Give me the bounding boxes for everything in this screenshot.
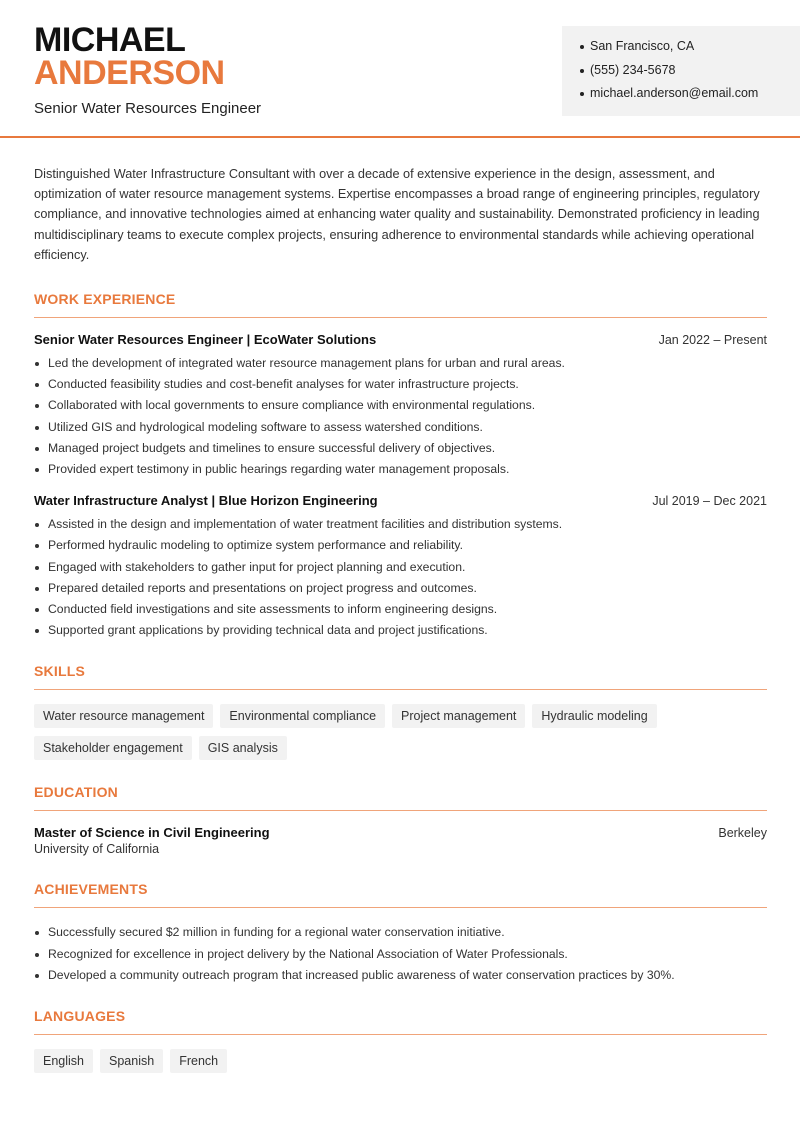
list-item-text: Collaborated with local governments to ensure compliance with environmental regulations. xyxy=(48,398,536,413)
list-item xyxy=(34,535,767,556)
bullet-icon xyxy=(580,92,584,96)
skill-tag: Stakeholder engagement xyxy=(34,736,192,760)
name-block xyxy=(34,21,262,117)
job-entry xyxy=(34,332,767,480)
language-tag: English xyxy=(34,1049,93,1073)
languages-section xyxy=(34,1008,767,1073)
list-item-text: Utilized GIS and hydrological modeling software to assess watershed conditions. xyxy=(48,419,483,434)
section-title-skills: SKILLS xyxy=(34,663,767,690)
list-item-text: Prepared detailed reports and presentations on project progress and outcomes. xyxy=(48,580,477,595)
list-item-text: Successfully secured $2 million in funding for a regional water conservation initiative. xyxy=(48,925,505,940)
education-section xyxy=(34,784,767,856)
list-item-text: Engaged with stakeholders to gather input for project planning and execution. xyxy=(48,559,466,574)
bullet-icon xyxy=(35,974,39,978)
list-item-text: Assisted in the design and implementation of water treatment facilities and distribution systems. xyxy=(48,517,563,532)
section-title-achievements: ACHIEVEMENTS xyxy=(34,881,767,908)
last-name: ANDERSON xyxy=(34,54,225,92)
job-header xyxy=(34,332,767,347)
list-item xyxy=(34,374,767,395)
bullet-icon xyxy=(35,468,39,472)
list-item xyxy=(34,599,767,620)
job-date: Jul 2019 – Dec 2021 xyxy=(652,494,767,509)
list-item xyxy=(34,459,767,480)
resume-body xyxy=(34,164,767,1073)
bullet-icon xyxy=(35,566,39,570)
section-title-work-experience: WORK EXPERIENCE xyxy=(34,291,767,318)
list-item xyxy=(34,417,767,438)
bullet-icon xyxy=(35,544,39,548)
job-date: Jan 2022 – Present xyxy=(658,333,767,348)
resume-header xyxy=(0,0,800,138)
bullet-icon xyxy=(580,45,584,49)
bullet-icon xyxy=(35,523,39,527)
job-bullets xyxy=(34,353,767,480)
skill-tag: Water resource management xyxy=(34,704,213,728)
skill-tag: Hydraulic modeling xyxy=(532,704,656,728)
list-item xyxy=(34,514,767,535)
bullet-icon xyxy=(35,404,39,408)
skills-section xyxy=(34,663,767,760)
list-item xyxy=(34,557,767,578)
skill-tag: Project management xyxy=(392,704,525,728)
list-item-text: Supported grant applications by providing technical data and project justifications. xyxy=(48,623,488,638)
language-tag: French xyxy=(170,1049,227,1073)
summary: Distinguished Water Infrastructure Consultant with over a decade of extensive experience in the design, assessment, and optimization of water resource management systems. Expertise encompasses a broad range of engineering principles, regulatory compliance, and innovative technologies aimed at enhancing water quality and sustainability. Demonstrated proficiency in leading multidisciplinary teams to execute complex projects, ensuring adherence to environmental standards while achieving operational efficiency. xyxy=(34,167,760,262)
achievements-section xyxy=(34,881,767,986)
list-item xyxy=(34,944,767,965)
job-bullets xyxy=(34,514,767,641)
list-item-text: Led the development of integrated water resource management plans for urban and rural areas. xyxy=(48,356,565,371)
section-title-education: EDUCATION xyxy=(34,784,767,811)
language-tag: Spanish xyxy=(100,1049,163,1073)
work-experience-section xyxy=(34,291,767,641)
bullet-icon xyxy=(35,629,39,633)
job-title: Senior Water Resources Engineer xyxy=(34,100,262,117)
education-header xyxy=(34,825,767,840)
job-header xyxy=(34,493,767,508)
bullet-icon xyxy=(580,69,584,73)
list-item xyxy=(34,395,767,416)
contact-box xyxy=(562,26,800,116)
list-item xyxy=(34,922,767,943)
skill-tag: Environmental compliance xyxy=(220,704,385,728)
achievement-bullets xyxy=(34,922,767,986)
job-role: Senior Water Resources Engineer | EcoWater Solutions xyxy=(34,332,377,348)
list-item xyxy=(34,353,767,374)
list-item-text: Provided expert testimony in public hearings regarding water management proposals. xyxy=(48,462,510,477)
skill-tags xyxy=(34,704,767,760)
bullet-icon xyxy=(35,608,39,612)
list-item-text: Developed a community outreach program that increased public awareness of water conservation practices by 30%. xyxy=(48,967,675,982)
contact-phone xyxy=(580,63,800,87)
job-entry xyxy=(34,493,767,641)
bullet-icon xyxy=(35,447,39,451)
list-item xyxy=(34,965,767,986)
bullet-icon xyxy=(35,362,39,366)
section-title-languages: LANGUAGES xyxy=(34,1008,767,1035)
contact-email-text[interactable]: michael.anderson@email.com xyxy=(590,86,759,100)
bullet-icon xyxy=(35,426,39,430)
list-item-text: Managed project budgets and timelines to ensure successful delivery of objectives. xyxy=(48,440,496,455)
bullet-icon xyxy=(35,953,39,957)
bullet-icon xyxy=(35,931,39,935)
contact-email[interactable] xyxy=(580,86,800,110)
contact-location-text: San Francisco, CA xyxy=(590,39,695,53)
school: University of California xyxy=(34,842,160,857)
list-item xyxy=(34,578,767,599)
list-item xyxy=(34,438,767,459)
skill-tag: GIS analysis xyxy=(199,736,287,760)
degree: Master of Science in Civil Engineering xyxy=(34,825,270,841)
list-item-text: Performed hydraulic modeling to optimize system performance and reliability. xyxy=(48,538,464,553)
contact-phone-text: (555) 234-5678 xyxy=(590,62,676,77)
list-item xyxy=(34,620,767,641)
bullet-icon xyxy=(35,383,39,387)
first-name: MICHAEL xyxy=(34,21,186,59)
list-item-text: Conducted feasibility studies and cost-benefit analyses for water infrastructure projects. xyxy=(48,377,519,392)
job-role: Water Infrastructure Analyst | Blue Horizon Engineering xyxy=(34,493,378,509)
contact-location xyxy=(580,39,800,63)
language-tags xyxy=(34,1049,767,1073)
list-item-text: Conducted field investigations and site assessments to inform engineering designs. xyxy=(48,602,498,617)
education-location: Berkeley xyxy=(718,826,767,841)
bullet-icon xyxy=(35,587,39,591)
list-item-text: Recognized for excellence in project delivery by the National Association of Water Professionals. xyxy=(48,946,568,961)
